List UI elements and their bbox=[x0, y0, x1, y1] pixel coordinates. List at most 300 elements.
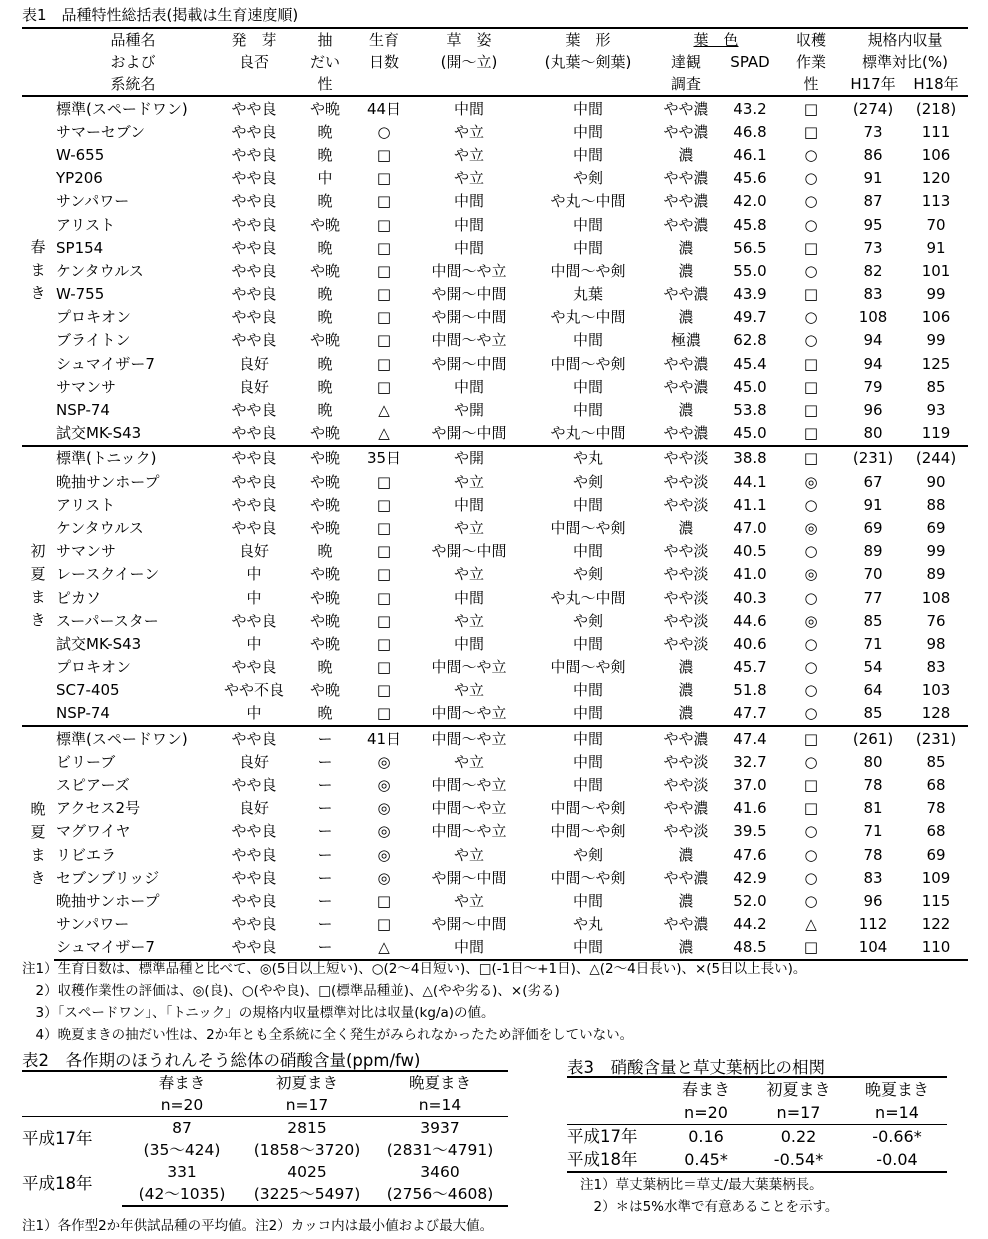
t2-n-early-summer: n=17 bbox=[242, 1094, 372, 1117]
cell-leaf-shape: 中間～や剣 bbox=[550, 868, 626, 887]
cell-yield-h18: 110 bbox=[904, 936, 968, 960]
cell-leaf-shape: や丸～中間 bbox=[550, 192, 626, 211]
cell-plant-form: 中間 bbox=[414, 936, 524, 960]
cell-variety: 晩抽サンホープ bbox=[56, 472, 160, 491]
cell-leaf-color: やや淡 bbox=[652, 446, 720, 470]
cell-growth-days: ◎ bbox=[377, 845, 391, 864]
cell-yield-h17: (261) bbox=[842, 726, 904, 750]
table-row bbox=[22, 866, 968, 889]
cell-bolting: ー bbox=[317, 868, 333, 887]
cell-plant-form: や立 bbox=[453, 518, 484, 537]
cell-bolting: 晩 bbox=[317, 308, 333, 327]
cell-germination: 中 bbox=[246, 634, 262, 653]
cell-harvest: □ bbox=[803, 285, 819, 304]
t2-h18-early-range: (3225～5497) bbox=[242, 1183, 372, 1206]
table-row bbox=[22, 96, 968, 120]
cell-bolting: や晩 bbox=[309, 424, 340, 443]
cell-yield-h18: (231) bbox=[904, 726, 968, 750]
t3-h17-early: 0.22 bbox=[780, 1127, 817, 1146]
table-row bbox=[22, 632, 968, 655]
table-row bbox=[22, 750, 968, 773]
cell-leaf-shape: 中間～や剣 bbox=[550, 518, 626, 537]
cell-leaf-color: 濃 bbox=[678, 845, 694, 864]
cell-yield-h18: 115 bbox=[921, 891, 951, 910]
cell-leaf-shape: 中間 bbox=[572, 542, 603, 561]
cell-germination: やや良 bbox=[231, 822, 277, 841]
cell-yield-h17: 94 bbox=[863, 331, 883, 350]
cell-growth-days: □ bbox=[376, 542, 392, 561]
cell-growth-days: □ bbox=[376, 192, 392, 211]
cell-yield-h17: 85 bbox=[863, 611, 883, 630]
cell-yield-h17: (274) bbox=[852, 99, 894, 118]
cell-plant-form: や立 bbox=[453, 565, 484, 584]
cell-leaf-shape: 中間～や剣 bbox=[550, 822, 626, 841]
t3-row-h17-label: 平成17年 bbox=[567, 1127, 638, 1146]
cell-spad: 41.6 bbox=[733, 799, 767, 818]
table-row bbox=[22, 540, 968, 563]
header-growth-days-2: 日数 bbox=[368, 53, 399, 71]
cell-spad: 47.0 bbox=[733, 518, 767, 537]
header-bolting-2: だい bbox=[309, 53, 340, 71]
cell-yield-h18: 120 bbox=[921, 169, 951, 188]
cell-variety: プロキオン bbox=[56, 308, 132, 327]
table1-note-4: 4）晩夏まきの抽だい性は、2か年とも全系統に全く発生がみられなかったため評価をしていない。 bbox=[22, 1027, 634, 1043]
cell-yield-h18: 69 bbox=[926, 845, 946, 864]
cell-yield-h18: 85 bbox=[926, 377, 946, 396]
cell-variety: サマンサ bbox=[56, 377, 117, 396]
cell-leaf-color: やや淡 bbox=[663, 472, 709, 491]
cell-growth-days: □ bbox=[376, 377, 392, 396]
cell-spad: 39.5 bbox=[733, 822, 767, 841]
cell-spad: 37.0 bbox=[733, 776, 767, 795]
t2-h18-late: 3460 bbox=[420, 1163, 460, 1181]
cell-leaf-shape: 中間～や剣 bbox=[550, 261, 626, 280]
cell-yield-h18: 76 bbox=[926, 611, 946, 630]
cell-bolting: や晩 bbox=[309, 611, 340, 630]
table-row bbox=[22, 306, 968, 329]
cell-plant-form: や立 bbox=[453, 891, 484, 910]
t3-h18-late: -0.04 bbox=[847, 1148, 947, 1172]
cell-germination: やや良 bbox=[231, 215, 277, 234]
cell-yield-h18: 122 bbox=[921, 915, 951, 934]
cell-bolting: や晩 bbox=[309, 215, 340, 234]
cell-spad: 43.9 bbox=[733, 285, 767, 304]
t2-h18-spring-range: (42～1035) bbox=[122, 1183, 242, 1206]
cell-yield-h18: 78 bbox=[926, 799, 946, 818]
cell-spad: 44.2 bbox=[733, 915, 767, 934]
cell-germination: やや良 bbox=[231, 915, 277, 934]
cell-plant-form: や開～中間 bbox=[431, 542, 507, 561]
cell-leaf-shape: や剣 bbox=[572, 472, 603, 491]
cell-leaf-shape: 中間 bbox=[572, 681, 603, 700]
cell-yield-h17: 82 bbox=[863, 261, 883, 280]
cell-yield-h18: 128 bbox=[921, 704, 951, 723]
cell-plant-form: や開 bbox=[453, 401, 484, 420]
cell-germination: やや良 bbox=[231, 331, 277, 350]
t2-row-h17-label: 平成17年 bbox=[22, 1129, 93, 1148]
cell-leaf-shape: 中間～や剣 bbox=[550, 799, 626, 818]
t2-h17-spring-range: (35～424) bbox=[143, 1141, 221, 1159]
cell-harvest: ○ bbox=[804, 192, 818, 211]
cell-harvest: ○ bbox=[804, 261, 818, 280]
cell-growth-days: □ bbox=[376, 518, 392, 537]
cell-leaf-color: やや淡 bbox=[663, 752, 709, 771]
cell-bolting: や晩 bbox=[309, 495, 340, 514]
cell-leaf-color: 濃 bbox=[678, 261, 694, 280]
cell-variety: 標準(スペードワン) bbox=[56, 99, 188, 118]
cell-growth-days: □ bbox=[376, 215, 392, 234]
group-label: 晩 夏 ま き bbox=[22, 726, 54, 960]
table-row bbox=[22, 586, 968, 609]
cell-germination: やや良 bbox=[231, 611, 277, 630]
t2-col-late-summer: 晩夏まき bbox=[372, 1071, 508, 1094]
cell-growth-days: □ bbox=[376, 634, 392, 653]
cell-variety: W-755 bbox=[56, 285, 105, 304]
cell-leaf-color: やや濃 bbox=[663, 377, 709, 396]
cell-germination: やや良 bbox=[231, 122, 277, 141]
cell-leaf-color: 濃 bbox=[678, 238, 694, 257]
cell-yield-h18: 69 bbox=[926, 518, 946, 537]
cell-germination: やや良 bbox=[231, 169, 277, 188]
cell-spad: 46.1 bbox=[733, 145, 767, 164]
table1-note-1: 注1）生育日数は、標準品種と比べて、◎(5日以上短い)、○(2～4日短い)、□(-1日～+1日)、△(2～4日長い)、×(5日以上長い)。 bbox=[22, 961, 807, 977]
cell-harvest: □ bbox=[803, 238, 819, 257]
variety-characteristics-table bbox=[22, 27, 968, 961]
cell-growth-days: □ bbox=[376, 261, 392, 280]
cell-yield-h17: 96 bbox=[863, 401, 883, 420]
table-row bbox=[22, 516, 968, 539]
cell-leaf-shape: や丸～中間 bbox=[550, 588, 626, 607]
cell-plant-form: 中間～や立 bbox=[431, 331, 507, 350]
cell-variety: 標準(スペードワン) bbox=[54, 726, 212, 750]
cell-growth-days: ◎ bbox=[377, 868, 391, 887]
cell-growth-days: 44日 bbox=[366, 99, 402, 118]
cell-leaf-shape: や剣 bbox=[572, 845, 603, 864]
cell-bolting: 晩 bbox=[317, 704, 333, 723]
cell-variety: ケンタウルス bbox=[56, 518, 144, 537]
cell-leaf-shape: や丸～中間 bbox=[550, 308, 626, 327]
cell-harvest: □ bbox=[803, 99, 819, 118]
t2-col-early-summer: 初夏まき bbox=[242, 1071, 372, 1094]
cell-harvest: ○ bbox=[804, 704, 818, 723]
t3-h17-late: -0.66* bbox=[872, 1127, 922, 1146]
cell-yield-h17: 94 bbox=[863, 354, 883, 373]
cell-leaf-shape: 中間 bbox=[524, 726, 652, 750]
cell-variety: 標準(トニック) bbox=[54, 446, 212, 470]
cell-variety: ピカソ bbox=[56, 588, 102, 607]
cell-harvest: ○ bbox=[804, 891, 818, 910]
table-row bbox=[22, 375, 968, 398]
t2-n-spring: n=20 bbox=[122, 1094, 242, 1117]
cell-germination: やや良 bbox=[231, 472, 277, 491]
cell-yield-h17: 83 bbox=[863, 285, 883, 304]
cell-germination: やや良 bbox=[231, 495, 277, 514]
cell-leaf-shape: 中間 bbox=[572, 752, 603, 771]
cell-yield-h18: 101 bbox=[921, 261, 951, 280]
cell-leaf-shape: 中間 bbox=[572, 891, 603, 910]
cell-plant-form: や立 bbox=[453, 681, 484, 700]
cell-germination: 良好 bbox=[238, 377, 269, 396]
t3-h18-early: -0.54* bbox=[750, 1148, 847, 1172]
t3-col-late-summer: 晩夏まき bbox=[847, 1077, 947, 1101]
cell-bolting: 晩 bbox=[317, 285, 333, 304]
cell-yield-h17: 54 bbox=[863, 658, 883, 677]
cell-variety: NSP-74 bbox=[56, 704, 110, 723]
cell-growth-days: □ bbox=[376, 891, 392, 910]
cell-yield-h18: 125 bbox=[921, 354, 951, 373]
cell-germination: やや良 bbox=[231, 518, 277, 537]
cell-harvest: ○ bbox=[804, 542, 818, 561]
cell-spad: 44.6 bbox=[733, 611, 767, 630]
cell-plant-form: や開～中間 bbox=[431, 354, 507, 373]
cell-bolting: ー bbox=[296, 726, 354, 750]
cell-growth-days: □ bbox=[376, 308, 392, 327]
cell-yield-h17: 79 bbox=[863, 377, 883, 396]
table2-note: 注1）各作型2か年供試品種の平均値。注2）カッコ内は最小値および最大値。 bbox=[22, 1218, 494, 1234]
cell-yield-h17: 96 bbox=[863, 891, 883, 910]
cell-harvest: ○ bbox=[804, 331, 818, 350]
header-growth-days-1: 生育 bbox=[354, 28, 414, 51]
cell-germination: やや良 bbox=[231, 891, 277, 910]
t3-h18-spring: 0.45* bbox=[662, 1148, 750, 1172]
table-row bbox=[22, 120, 968, 143]
cell-germination: 良好 bbox=[238, 354, 269, 373]
t2-h18-early: 4025 bbox=[287, 1163, 327, 1181]
cell-growth-days: □ bbox=[376, 145, 392, 164]
cell-growth-days: ○ bbox=[377, 122, 391, 141]
cell-leaf-color: 濃 bbox=[678, 401, 694, 420]
table1-note-3: 3）「スペードワン」、「トニック」の規格内収量標準対比は収量(kg/a)の値。 bbox=[22, 1005, 495, 1021]
header-yield-2: 標準対比(%) bbox=[862, 53, 948, 71]
cell-spad: 51.8 bbox=[733, 681, 767, 700]
cell-harvest: □ bbox=[803, 354, 819, 373]
cell-yield-h18: (218) bbox=[915, 99, 957, 118]
cell-harvest: □ bbox=[803, 776, 819, 795]
cell-harvest: ○ bbox=[804, 215, 818, 234]
cell-variety: シュマイザー7 bbox=[54, 936, 212, 960]
cell-bolting: 晩 bbox=[317, 401, 333, 420]
cell-spad: 32.7 bbox=[733, 752, 767, 771]
header-leaf-shape-2: (丸葉～剣葉) bbox=[544, 53, 632, 71]
table-row bbox=[22, 470, 968, 493]
cell-harvest: ◎ bbox=[804, 565, 818, 584]
t2-row-h18-label: 平成18年 bbox=[22, 1173, 93, 1193]
cell-yield-h18: 106 bbox=[921, 308, 951, 327]
cell-yield-h17: 78 bbox=[863, 845, 883, 864]
cell-spad: 47.7 bbox=[733, 704, 767, 723]
cell-variety: 試交MK-S43 bbox=[56, 424, 142, 443]
header-spad: SPAD bbox=[730, 53, 770, 71]
cell-spad: 40.6 bbox=[733, 634, 767, 653]
cell-harvest: ○ bbox=[804, 658, 818, 677]
cell-spad: 62.8 bbox=[733, 331, 767, 350]
cell-variety: シュマイザー7 bbox=[56, 354, 155, 373]
table1-title: 表1 品種特性総括表(掲載は生育速度順) bbox=[22, 6, 299, 24]
cell-bolting: 晩 bbox=[317, 354, 333, 373]
cell-plant-form: 中間～や立 bbox=[414, 726, 524, 750]
cell-leaf-color: やや濃 bbox=[663, 424, 709, 443]
cell-growth-days: □ bbox=[376, 472, 392, 491]
cell-spad: 53.8 bbox=[733, 401, 767, 420]
cell-yield-h17: 71 bbox=[863, 822, 883, 841]
cell-variety: 晩抽サンホープ bbox=[56, 891, 160, 910]
table3-title: 表3 硝酸含量と草丈葉柄比の相関 bbox=[567, 1058, 825, 1077]
cell-yield-h17: 69 bbox=[863, 518, 883, 537]
cell-bolting: ー bbox=[317, 822, 333, 841]
cell-growth-days: □ bbox=[376, 285, 392, 304]
table-row bbox=[22, 236, 968, 259]
cell-bolting: や晩 bbox=[309, 681, 340, 700]
cell-plant-form: 中間 bbox=[453, 99, 484, 118]
cell-leaf-shape: 中間～や剣 bbox=[550, 354, 626, 373]
cell-variety: スーパースター bbox=[56, 611, 159, 630]
table-row bbox=[22, 609, 968, 632]
table-row bbox=[22, 656, 968, 679]
table-row bbox=[22, 213, 968, 236]
cell-leaf-shape: 中間～や剣 bbox=[550, 658, 626, 677]
cell-leaf-shape: 中間 bbox=[572, 401, 603, 420]
table-row bbox=[22, 352, 968, 375]
cell-plant-form: や立 bbox=[453, 122, 484, 141]
cell-bolting: ー bbox=[317, 891, 333, 910]
header-h17: H17年 bbox=[842, 73, 904, 96]
cell-yield-h17: 108 bbox=[858, 308, 888, 327]
cell-bolting: や晩 bbox=[309, 261, 340, 280]
cell-growth-days: ◎ bbox=[377, 799, 391, 818]
cell-yield-h17: 91 bbox=[863, 169, 883, 188]
cell-leaf-color: やや濃 bbox=[663, 915, 709, 934]
cell-leaf-color: やや濃 bbox=[663, 799, 709, 818]
cell-spad: 47.4 bbox=[720, 726, 780, 750]
cell-yield-h17: 73 bbox=[863, 122, 883, 141]
cell-plant-form: 中間～や立 bbox=[431, 822, 507, 841]
cell-leaf-shape: や丸 bbox=[572, 915, 603, 934]
header-leaf-color-visual-2: 調査 bbox=[652, 73, 720, 96]
cell-leaf-color: やや濃 bbox=[663, 354, 709, 373]
cell-variety: ビリーブ bbox=[56, 752, 116, 771]
cell-germination: やや良 bbox=[231, 868, 277, 887]
cell-yield-h17: 104 bbox=[842, 936, 904, 960]
cell-germination: やや良 bbox=[231, 776, 277, 795]
cell-variety: サンパワー bbox=[56, 192, 130, 211]
cell-germination: やや良 bbox=[231, 261, 277, 280]
cell-plant-form: や開～中間 bbox=[431, 915, 507, 934]
cell-bolting: 晩 bbox=[317, 658, 333, 677]
cell-leaf-color: 濃 bbox=[678, 681, 694, 700]
cell-leaf-color: 濃 bbox=[652, 936, 720, 960]
cell-yield-h17: 85 bbox=[863, 704, 883, 723]
cell-leaf-shape: や剣 bbox=[572, 611, 603, 630]
cell-growth-days: □ bbox=[376, 238, 392, 257]
cell-plant-form: や立 bbox=[453, 169, 484, 188]
cell-germination: 良好 bbox=[238, 799, 269, 818]
cell-yield-h18: 99 bbox=[926, 542, 946, 561]
cell-variety: SC7-405 bbox=[56, 681, 120, 700]
t3-n-spring: n=20 bbox=[662, 1101, 750, 1125]
cell-plant-form: 中間～や立 bbox=[431, 261, 507, 280]
cell-leaf-shape: 中間 bbox=[572, 145, 603, 164]
cell-yield-h17: 81 bbox=[863, 799, 883, 818]
header-harvest-1: 収穫 bbox=[780, 28, 842, 51]
header-leaf-color: 葉 色 bbox=[652, 28, 780, 51]
cell-yield-h17: 80 bbox=[863, 752, 883, 771]
t3-col-spring: 春まき bbox=[662, 1077, 750, 1101]
cell-leaf-color: 濃 bbox=[678, 518, 694, 537]
cell-germination: 中 bbox=[246, 704, 262, 723]
cell-yield-h18: 91 bbox=[926, 238, 946, 257]
cell-bolting: 晩 bbox=[317, 542, 333, 561]
cell-leaf-color: 濃 bbox=[678, 704, 694, 723]
cell-harvest: □ bbox=[803, 424, 819, 443]
cell-leaf-color: やや濃 bbox=[663, 122, 709, 141]
cell-leaf-color: やや淡 bbox=[663, 565, 709, 584]
cell-yield-h17: 91 bbox=[863, 495, 883, 514]
table-row bbox=[22, 889, 968, 912]
cell-spad: 44.1 bbox=[733, 472, 767, 491]
group-label: 初 夏 ま き bbox=[22, 446, 54, 726]
cell-germination: やや良 bbox=[212, 936, 296, 960]
t3-col-early-summer: 初夏まき bbox=[750, 1077, 847, 1101]
variety-table-body bbox=[22, 96, 968, 960]
cell-harvest: □ bbox=[780, 936, 842, 960]
cell-leaf-shape: 中間 bbox=[572, 634, 603, 653]
cell-leaf-color: やや淡 bbox=[663, 822, 709, 841]
cell-yield-h18: 99 bbox=[926, 331, 946, 350]
t3-h17-spring: 0.16 bbox=[688, 1127, 724, 1146]
cell-plant-form: 中間 bbox=[453, 634, 484, 653]
table-row bbox=[22, 167, 968, 190]
cell-yield-h18: 113 bbox=[921, 192, 951, 211]
cell-variety: アリスト bbox=[56, 215, 116, 234]
cell-leaf-shape: や丸～中間 bbox=[550, 424, 626, 443]
cell-yield-h18: 93 bbox=[926, 401, 946, 420]
cell-harvest: □ bbox=[803, 122, 819, 141]
cell-leaf-color: やや淡 bbox=[663, 776, 709, 795]
cell-growth-days: □ bbox=[376, 658, 392, 677]
cell-yield-h17: 112 bbox=[858, 915, 888, 934]
table-row bbox=[22, 398, 968, 421]
header-plant-form-1: 草 姿 bbox=[414, 28, 524, 51]
cell-germination: やや良 bbox=[231, 424, 277, 443]
cell-plant-form: や開 bbox=[414, 446, 524, 470]
cell-bolting: ー bbox=[296, 936, 354, 960]
cell-growth-days: △ bbox=[378, 424, 390, 443]
cell-spad: 47.6 bbox=[733, 845, 767, 864]
cell-harvest: ○ bbox=[804, 681, 818, 700]
cell-yield-h18: 103 bbox=[921, 681, 951, 700]
cell-plant-form: や開～中間 bbox=[431, 285, 507, 304]
t2-h17-late: 3937 bbox=[420, 1119, 460, 1137]
cell-leaf-color: やや淡 bbox=[663, 542, 709, 561]
cell-harvest: ○ bbox=[804, 634, 818, 653]
cell-leaf-color: 濃 bbox=[678, 145, 694, 164]
cell-leaf-shape: 中間 bbox=[572, 122, 603, 141]
cell-leaf-color: やや淡 bbox=[663, 588, 709, 607]
cell-bolting: や晩 bbox=[309, 331, 340, 350]
cell-growth-days: □ bbox=[376, 915, 392, 934]
cell-yield-h18: 90 bbox=[926, 472, 946, 491]
cell-harvest: ○ bbox=[804, 868, 818, 887]
cell-spad: 45.8 bbox=[733, 215, 767, 234]
cell-spad: 41.0 bbox=[733, 565, 767, 584]
cell-leaf-shape: や剣 bbox=[572, 565, 603, 584]
t2-h17-early-range: (1858～3720) bbox=[253, 1141, 361, 1159]
cell-bolting: や晩 bbox=[309, 565, 340, 584]
table-row bbox=[22, 797, 968, 820]
cell-variety: W-655 bbox=[56, 145, 105, 164]
cell-bolting: ー bbox=[317, 799, 333, 818]
cell-plant-form: や立 bbox=[453, 145, 484, 164]
